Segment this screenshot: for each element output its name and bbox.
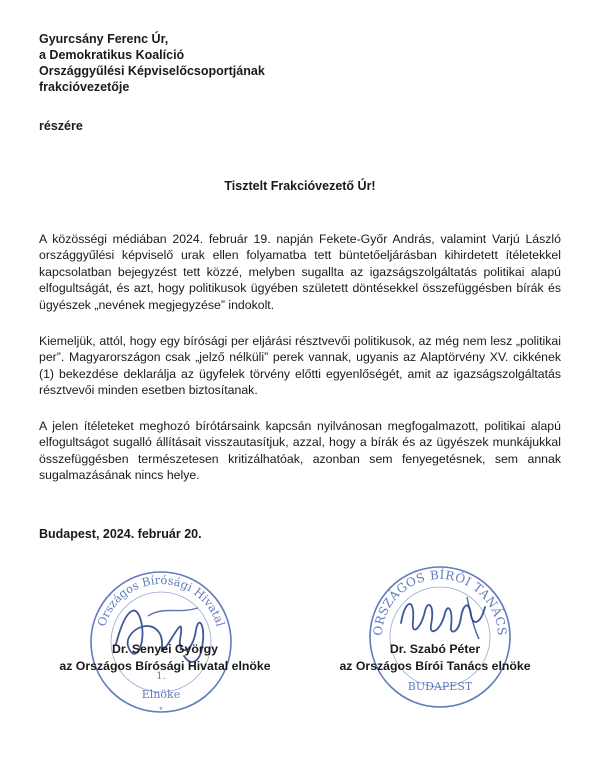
attention-label: részére <box>39 119 83 133</box>
place-date: Budapest, 2024. február 20. <box>39 527 202 541</box>
signer-name: Dr. Senyei György <box>112 642 218 656</box>
salutation: Tisztelt Frakcióvezető Úr! <box>224 179 376 193</box>
stamp-right-ring-text: ORSZÁGOS BÍRÓI TANÁCS <box>370 567 510 637</box>
addressee-block <box>39 31 265 95</box>
signer-title: az Országos Bírósági Hivatal elnöke <box>59 659 271 673</box>
addressee-line: Országgyűlési Képviselőcsoportjának <box>39 64 265 78</box>
signer-left <box>40 641 290 675</box>
signer-right <box>310 641 560 675</box>
body-paragraph: A jelen ítéleteket meghozó bírótársaink kapcsán nyilvánosan megfogalmazott, politikai alapú elfogultságot sugalló állításait visszautasítjuk, azzal, hogy a bírák és az ügyészek munkájukkal összefüggésben természetesen kritizálhatóak, azonban sem fenyegetésnek, sem annak sugalmazásának nincs helye. <box>39 419 561 483</box>
signer-name: Dr. Szabó Péter <box>389 642 481 656</box>
signature-right <box>395 587 495 647</box>
stamp-left-ring-text: Országos Bírósági Hivatal <box>94 572 228 629</box>
body-paragraph: A közösségi médiában 2024. február 19. napján Fekete-Győr András, valamint Varjú László országgyűlési képviselő urak ellen folyamatba tett büntetőeljárásban kihirdetett ítéletekkel kapcsolatban bejegyzést tett közzé, melyben sugallta az igazságszolgáltatás politikai alapú elfogultságát, és azt, hogy politikusok ügyében született döntésekkel összefüggésben bírák és ügyészek „nevének megjegyzése” indokolt. <box>39 232 561 312</box>
stamp-left-bottom-text: Elnöke <box>141 688 181 701</box>
signer-title: az Országos Bírói Tanács elnöke <box>339 659 531 673</box>
addressee-line: a Demokratikus Koalíció <box>39 48 185 62</box>
stamp-right-bottom-text: BUDAPEST <box>407 680 473 693</box>
stamp-left-number: 1. <box>156 671 166 682</box>
body-paragraph: Kiemeljük, attól, hogy egy bírósági per eljárási résztvevői politikusok, az még nem lesz „politikai per”. Magyarországon csak „jelző nélküli” perek vannak, ugyanis az Alaptörvény XV. cikkének (1) bekezdése deklarálja az ügyfelek törvény előtti egyenlőségét, amit az igazságszolgáltatás résztvevői minden esetben biztosítanak. <box>39 334 561 398</box>
addressee-line: Gyurcsány Ferenc Úr, <box>39 32 169 46</box>
svg-text:*: * <box>159 705 163 715</box>
addressee-line: frakcióvezetője <box>39 80 130 94</box>
